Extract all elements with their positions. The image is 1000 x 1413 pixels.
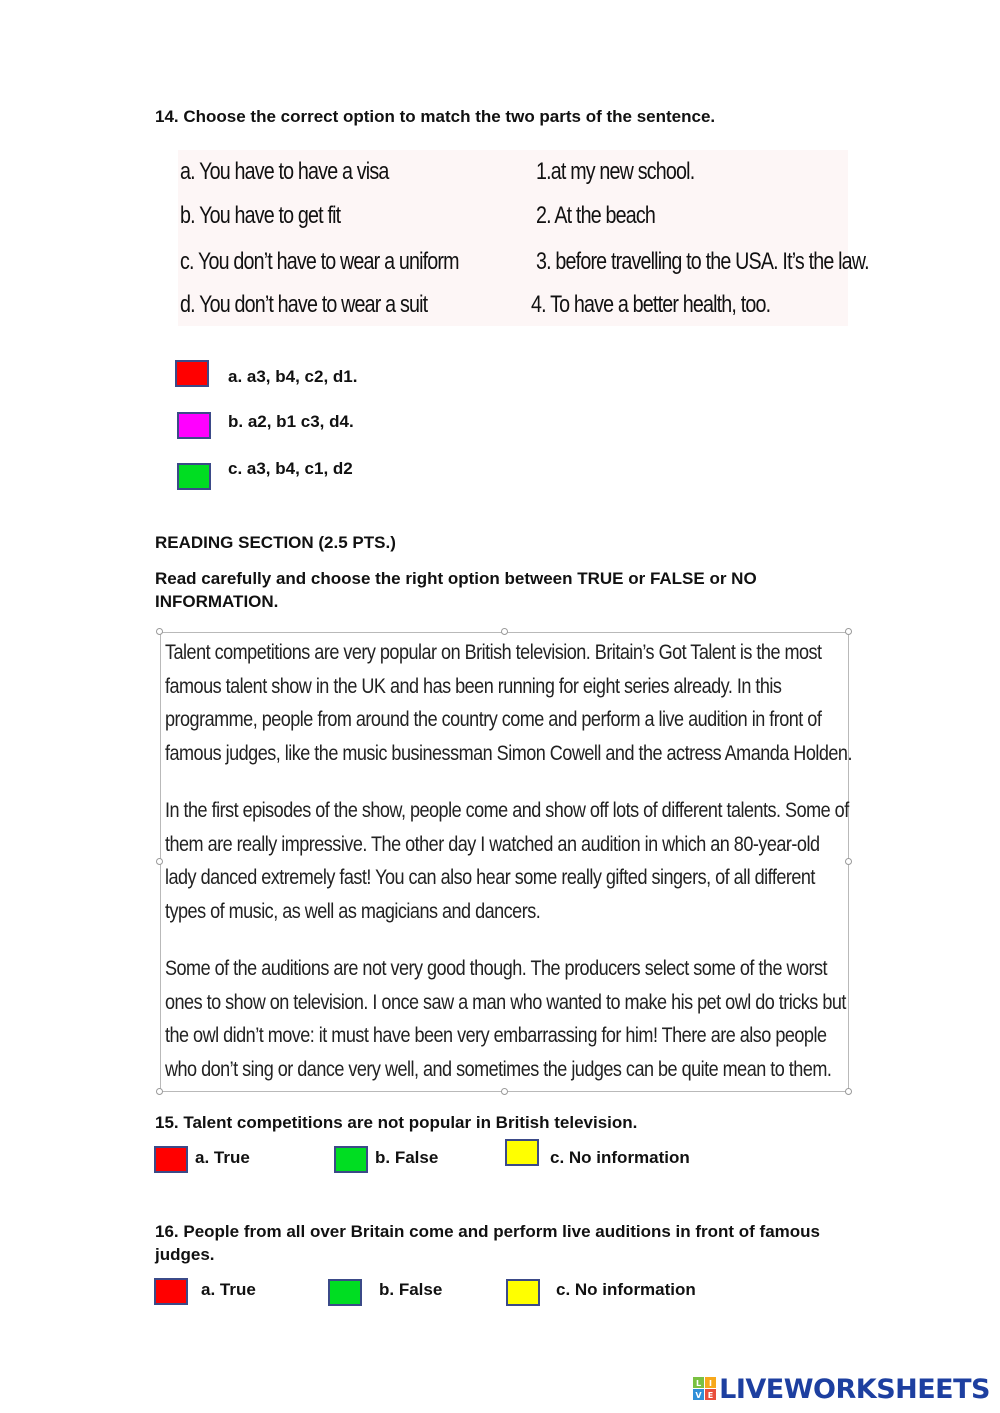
- resize-handle: [501, 1088, 508, 1095]
- svg-text:V: V: [695, 1391, 702, 1400]
- svg-text:E: E: [707, 1391, 714, 1400]
- q14-option-b-box[interactable]: [177, 412, 211, 439]
- q16-true-label: a. True: [201, 1280, 256, 1299]
- q16-true-box[interactable]: [154, 1278, 188, 1305]
- left-part-b: b. You have to get fit: [180, 202, 341, 229]
- q15-no-info-box[interactable]: [505, 1139, 539, 1166]
- resize-handle: [156, 858, 163, 865]
- question-16-title: 16. People from all over Britain come and perform live auditions in front of famous judges.: [155, 1222, 821, 1264]
- q14-option-b-label: b. a2, b1 c3, d4.: [228, 412, 354, 431]
- passage-paragraph-2: In the first episodes of the show, people come and show off lots of different talents. Some of them are really impressive. The other day I watched an audition in which an 80-year-old lady danced extremely fast! You can also hear some really gifted singers, of all different types of music, as well as magicians and dancers.: [165, 799, 849, 923]
- reading-heading: READING SECTION (2.5 PTS.): [155, 533, 396, 552]
- liveworksheets-logo: [693, 1375, 990, 1403]
- matching-table: [178, 150, 869, 326]
- q14-option-c-box[interactable]: [177, 463, 211, 490]
- q15-true-box[interactable]: [154, 1146, 188, 1173]
- right-part-4: 4. To have a better health, too.: [531, 291, 771, 318]
- q16-false-box[interactable]: [328, 1279, 362, 1306]
- question-15-title: 15. Talent competitions are not popular in British television.: [155, 1113, 638, 1132]
- q15-false-box[interactable]: [334, 1146, 368, 1173]
- passage-paragraph-1: Talent competitions are very popular on British television. Britain’s Got Talent is the most famous talent show in the UK and has been running for eight series already. In this programme, people from around the country come and perform a live audition in front of famous judges, like the music businessman Simon Cowell and the actress Amanda Holden.: [165, 641, 852, 765]
- q16-false-label: b. False: [379, 1280, 443, 1299]
- q15-no-info-label: c. No information: [550, 1148, 690, 1167]
- left-part-c: c. You don’t have to wear a uniform: [180, 248, 459, 275]
- resize-handle: [501, 628, 508, 635]
- reading-instructions: Read carefully and choose the right option between TRUE or FALSE or NO INFORMATION.: [155, 569, 757, 611]
- resize-handle: [845, 628, 852, 635]
- resize-handle: [156, 628, 163, 635]
- q15-false-label: b. False: [375, 1148, 439, 1167]
- left-part-a: a. You have to have a visa: [180, 158, 389, 185]
- right-part-2: 2. At the beach: [536, 202, 656, 229]
- question-14-title: 14. Choose the correct option to match the two parts of the sentence.: [155, 107, 716, 126]
- q16-no-info-label: c. No information: [556, 1280, 696, 1299]
- q16-no-info-box[interactable]: [506, 1279, 540, 1306]
- q14-option-a-label: a. a3, b4, c2, d1.: [228, 367, 358, 386]
- svg-text:L: L: [696, 1379, 702, 1388]
- liveworksheets-logo-text: LIVEWORKSHEETS: [719, 1373, 990, 1405]
- svg-text:I: I: [709, 1379, 713, 1388]
- q14-option-a-box[interactable]: [175, 360, 209, 387]
- passage-paragraph-3: Some of the auditions are not very good though. The producers select some of the worst ones to show on television. I once saw a man who wanted to make his pet owl do tricks but the owl didn’t move: it must have been very embarrassing for him! There are also people who don’t sing or dance very well, and sometimes the judges can be quite mean to them.: [165, 957, 846, 1081]
- resize-handle: [156, 1088, 163, 1095]
- q15-true-label: a. True: [195, 1148, 250, 1167]
- q14-option-c-label: c. a3, b4, c1, d2: [228, 459, 353, 478]
- right-part-1: 1.at my new school.: [536, 158, 695, 185]
- liveworksheets-logo-icon: [693, 1377, 717, 1401]
- right-part-3: 3. before travelling to the USA. It’s the law.: [536, 248, 869, 275]
- left-part-d: d. You don’t have to wear a suit: [180, 291, 428, 318]
- resize-handle: [845, 1088, 852, 1095]
